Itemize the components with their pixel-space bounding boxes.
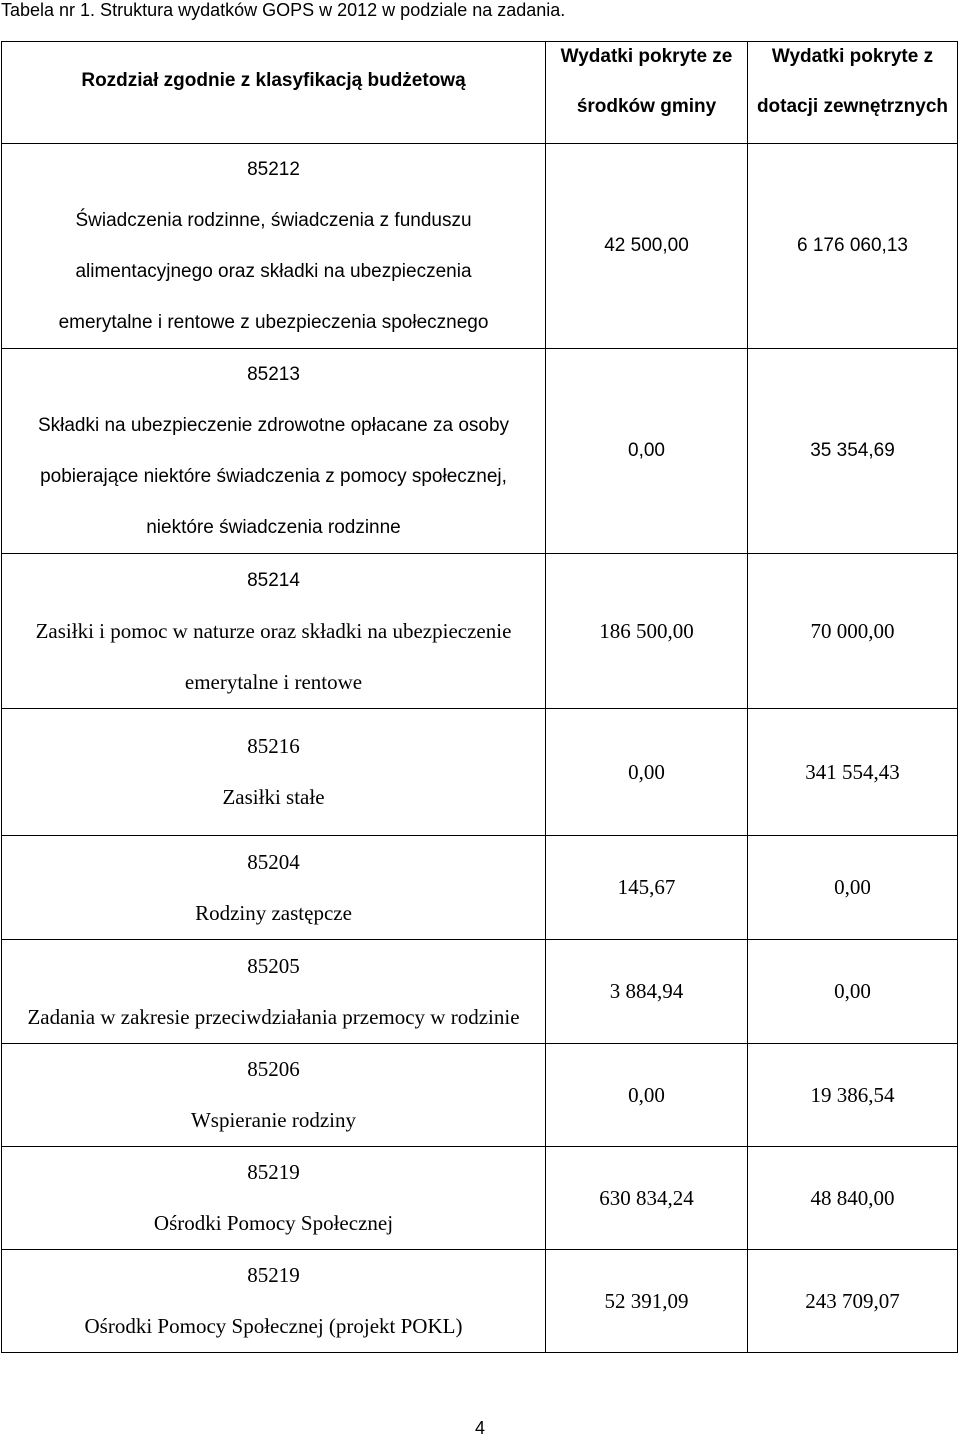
chapter-description-line: Zasiłki stałe: [222, 785, 325, 809]
expenditure-table: [1, 41, 958, 1353]
municipal-funds-value: 0,00: [546, 1044, 748, 1147]
external-grants-value: 341 554,43: [748, 709, 958, 836]
municipal-funds-value: 0,00: [546, 349, 748, 554]
header-municipal-funds-line1: Wydatki pokryte ze: [560, 46, 733, 67]
external-grants-value: 6 176 060,13: [748, 144, 958, 349]
header-external-grants-line1: Wydatki pokryte z: [771, 46, 934, 67]
external-grants-value: 35 354,69: [748, 349, 958, 554]
chapter-code: 85206: [247, 1057, 300, 1081]
table-row: [2, 940, 958, 1044]
chapter-cell: [2, 554, 546, 709]
chapter-cell: [2, 1044, 546, 1147]
chapter-cell: [2, 1250, 546, 1353]
chapter-description-line: Ośrodki Pomocy Społecznej: [153, 1211, 394, 1235]
chapter-code: 85204: [247, 849, 300, 874]
chapter-description-line: Rodziny zastępcze: [195, 900, 352, 925]
header-municipal-funds: [546, 42, 748, 144]
table-row: [2, 1147, 958, 1250]
chapter-cell: [2, 349, 546, 554]
table-header-row: [2, 42, 958, 144]
municipal-funds-value: 52 391,09: [546, 1250, 748, 1353]
chapter-description-line: Świadczenia rodzinne, świadczenia z funduszu: [75, 210, 472, 231]
external-grants-value: 243 709,07: [748, 1250, 958, 1353]
chapter-cell: [2, 836, 546, 940]
table-row: [2, 836, 958, 940]
municipal-funds-value: 42 500,00: [546, 144, 748, 349]
municipal-funds-value: 3 884,94: [546, 940, 748, 1044]
table-row: [2, 1250, 958, 1353]
chapter-code: 85213: [247, 364, 300, 385]
chapter-description-line: Składki na ubezpieczenie zdrowotne opłacane za osoby: [37, 415, 510, 436]
chapter-description-line: Ośrodki Pomocy Społecznej (projekt POKL): [84, 1314, 463, 1338]
header-budget-classification: Rozdział zgodnie z klasyfikacją budżetową: [2, 42, 546, 144]
chapter-description-line: Wspieranie rodziny: [190, 1108, 357, 1132]
chapter-description-line: emerytalne i rentowe z ubezpieczenia społecznego: [58, 312, 489, 333]
chapter-code: 85216: [247, 734, 300, 758]
municipal-funds-value: 0,00: [546, 709, 748, 836]
table-row: [2, 349, 958, 554]
external-grants-value: 0,00: [748, 940, 958, 1044]
table-caption: Tabela nr 1. Struktura wydatków GOPS w 2012 w podziale na zadania.: [1, 0, 566, 20]
municipal-funds-value: 145,67: [546, 836, 748, 940]
chapter-cell: [2, 1147, 546, 1250]
table-row: [2, 709, 958, 836]
chapter-cell: [2, 144, 546, 349]
external-grants-value: 19 386,54: [748, 1044, 958, 1147]
chapter-description-line: emerytalne i rentowe: [184, 669, 363, 694]
municipal-funds-value: 630 834,24: [546, 1147, 748, 1250]
chapter-description-line: Zadania w zakresie przeciwdziałania przemocy w rodzinie: [27, 1004, 520, 1029]
chapter-code: 85205: [247, 953, 300, 978]
table-row: [2, 144, 958, 349]
chapter-code: 85219: [247, 1263, 300, 1287]
page-number: 4: [474, 1418, 485, 1438]
table-row: [2, 554, 958, 709]
header-external-grants-line2: dotacji zewnętrznych: [756, 96, 949, 117]
external-grants-value: 48 840,00: [748, 1147, 958, 1250]
chapter-cell: [2, 709, 546, 836]
chapter-description-line: pobierające niektóre świadczenia z pomocy społecznej,: [40, 466, 507, 487]
header-external-grants: [748, 42, 958, 144]
table-row: [2, 1044, 958, 1147]
chapter-code: 85212: [247, 159, 300, 180]
chapter-code: 85214: [247, 569, 300, 591]
chapter-description-line: alimentacyjnego oraz składki na ubezpieczenia: [75, 261, 472, 282]
chapter-cell: [2, 940, 546, 1044]
header-municipal-funds-line2: środków gminy: [576, 96, 717, 117]
chapter-description-line: niektóre świadczenia rodzinne: [146, 517, 401, 538]
municipal-funds-value: 186 500,00: [546, 554, 748, 709]
external-grants-value: 70 000,00: [748, 554, 958, 709]
chapter-code: 85219: [247, 1160, 300, 1184]
external-grants-value: 0,00: [748, 836, 958, 940]
chapter-description-line: Zasiłki i pomoc w naturze oraz składki na ubezpieczenie: [35, 618, 512, 643]
